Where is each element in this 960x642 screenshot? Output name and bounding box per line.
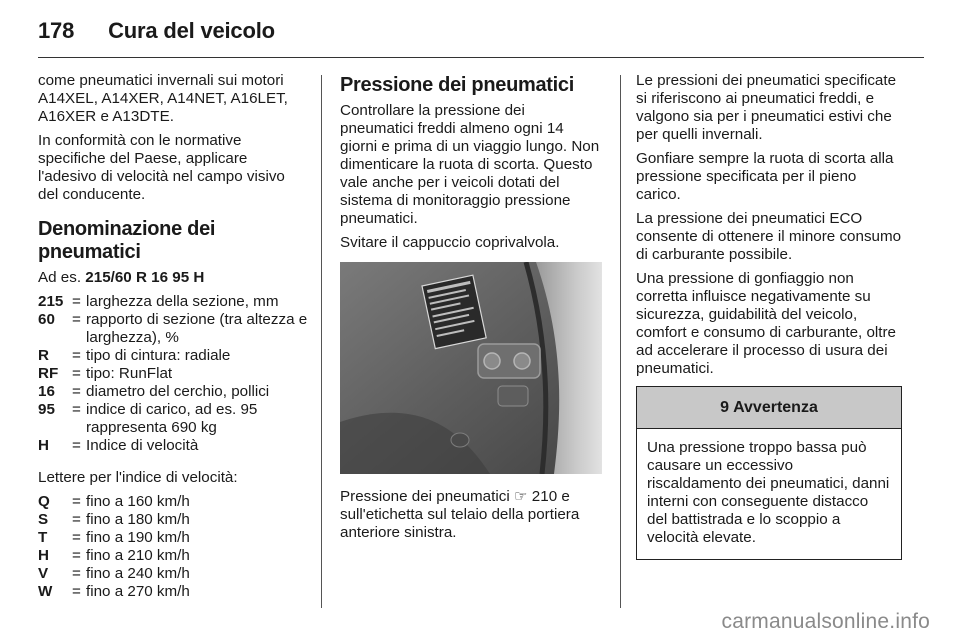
speed-row bbox=[38, 511, 308, 529]
definition-eq: = bbox=[72, 437, 81, 454]
column-separator-1 bbox=[321, 75, 322, 608]
column-separator-2 bbox=[620, 75, 621, 608]
pressure-note-2: Gonfiare sempre la ruota di scorta alla pressione specificata per il pieno carico. bbox=[636, 150, 894, 203]
header-rule bbox=[38, 57, 924, 58]
speed-row bbox=[38, 583, 308, 601]
definition-value: tipo: RunFlat bbox=[86, 365, 173, 382]
photo-caption bbox=[340, 488, 602, 542]
warning-header bbox=[637, 387, 901, 429]
definition-eq: = bbox=[72, 383, 81, 400]
speed-eq: = bbox=[72, 547, 81, 564]
definition-value: larghezza della sezione, mm bbox=[86, 293, 279, 310]
intro-paragraph-2: In conformità con le normative specifiche del Paese, applicare l'adesivo di velocità nel campo visivo del conducente. bbox=[38, 132, 285, 203]
definition-key: 95 bbox=[38, 401, 55, 418]
speed-eq: = bbox=[72, 511, 81, 528]
definition-value: diametro del cerchio, pollici bbox=[86, 383, 270, 400]
speed-index-list bbox=[38, 493, 308, 601]
definition-key: 215 bbox=[38, 293, 64, 310]
definition-value: Indice di velocità bbox=[86, 437, 199, 454]
tire-example bbox=[38, 269, 308, 287]
pressure-note-4: Una pressione di gonfiaggio non corretta influisce negativamente su sicurezza, guidabilità del veicolo, comfort e consumo di carburante, oltre ad accelerare il processo di usura dei pneumatici. bbox=[636, 270, 896, 377]
speed-row bbox=[38, 529, 308, 547]
column-1 bbox=[38, 72, 308, 601]
definition-eq: = bbox=[72, 311, 81, 328]
page-number: 178 bbox=[38, 18, 75, 43]
warning-title: Avvertenza bbox=[733, 398, 818, 416]
pressure-note-1: Le pressioni dei pneumatici specificate si riferiscono ai pneumatici freddi, e valgono sia per i pneumatici estivi che per quelli invernali. bbox=[636, 72, 897, 143]
definition-key: R bbox=[38, 347, 49, 364]
speed-key: W bbox=[38, 583, 53, 600]
caption-prefix: Pressione dei pneumatici bbox=[340, 488, 510, 505]
speed-row bbox=[38, 565, 308, 583]
warning-icon: 9 bbox=[720, 398, 730, 416]
definition-row bbox=[38, 401, 308, 437]
pressure-paragraph-1: Controllare la pressione dei pneumatici freddi almeno ogni 14 giorni e prima di un viaggio lungo. Non dimenticare la ruota di scorta. Questo vale anche per i veicoli dotati del sistema di monitoraggio pressione pneumatici. bbox=[340, 102, 600, 227]
column-2 bbox=[340, 72, 602, 548]
warning-box bbox=[636, 386, 902, 560]
caption-rest: e sull'etichetta sul telaio della portiera anteriore sinistra. bbox=[340, 488, 580, 541]
example-prefix: Ad es. bbox=[38, 269, 82, 286]
warning-text: Una pressione troppo bassa può causare un eccessivo riscaldamento dei pneumatici, danni interni con conseguente distacco del battistrada e lo scoppio a velocità elevate. bbox=[647, 439, 890, 546]
definition-eq: = bbox=[72, 365, 81, 382]
definition-row bbox=[38, 365, 308, 383]
watermark: carmanualsonline.info bbox=[721, 610, 930, 633]
speed-key: Q bbox=[38, 493, 50, 510]
speed-key: V bbox=[38, 565, 49, 582]
speed-value: fino a 210 km/h bbox=[86, 547, 190, 564]
speed-value: fino a 190 km/h bbox=[86, 529, 190, 546]
definition-row bbox=[38, 437, 308, 455]
definition-key: RF bbox=[38, 365, 59, 382]
speed-eq: = bbox=[72, 565, 81, 582]
speed-key: T bbox=[38, 529, 48, 546]
definition-eq: = bbox=[72, 293, 81, 310]
definition-row bbox=[38, 311, 308, 347]
caption-page-ref: 210 bbox=[531, 488, 558, 505]
pressure-paragraph-2: Svitare il cappuccio coprivalvola. bbox=[340, 234, 560, 251]
page-reference-icon: ☞ bbox=[513, 488, 528, 505]
speed-index-intro: Lettere per l'indice di velocità: bbox=[38, 469, 238, 486]
pressure-note-3: La pressione dei pneumatici ECO consente di ottenere il minore consumo di carburante possibile. bbox=[636, 210, 902, 263]
speed-key: S bbox=[38, 511, 49, 528]
speed-eq: = bbox=[72, 529, 81, 546]
speed-value: fino a 240 km/h bbox=[86, 565, 190, 582]
definition-key: 60 bbox=[38, 311, 55, 328]
speed-row bbox=[38, 493, 308, 511]
definition-list bbox=[38, 293, 308, 455]
section-heading-tire-pressure: Pressione dei pneumatici bbox=[340, 74, 574, 96]
definition-value: tipo di cintura: radiale bbox=[86, 347, 231, 364]
definition-eq: = bbox=[72, 347, 81, 364]
definition-value: rapporto di sezione (tra altezza e larghezza), % bbox=[86, 311, 308, 346]
door-pillar-label-photo bbox=[340, 262, 602, 474]
definition-row bbox=[38, 293, 308, 311]
intro-paragraph-1: come pneumatici invernali sui motori A14XEL, A14XER, A14NET, A16LET, A16XER e A13DTE. bbox=[38, 72, 288, 125]
definition-row bbox=[38, 383, 308, 401]
definition-value: indice di carico, ad es. 95 rappresenta 690 kg bbox=[86, 401, 258, 436]
page-header bbox=[38, 18, 275, 48]
section-heading-tire-designation: Denominazione dei pneumatici bbox=[38, 218, 216, 263]
example-code: 215/60 R 16 95 H bbox=[85, 269, 205, 286]
speed-eq: = bbox=[72, 493, 81, 510]
column-3 bbox=[636, 72, 902, 560]
speed-eq: = bbox=[72, 583, 81, 600]
speed-row bbox=[38, 547, 308, 565]
chapter-title: Cura del veicolo bbox=[108, 18, 275, 43]
definition-key: 16 bbox=[38, 383, 55, 400]
definition-key: H bbox=[38, 437, 49, 454]
speed-key: H bbox=[38, 547, 49, 564]
speed-value: fino a 180 km/h bbox=[86, 511, 190, 528]
speed-value: fino a 270 km/h bbox=[86, 583, 190, 600]
definition-row bbox=[38, 347, 308, 365]
door-pillar-illustration bbox=[340, 262, 602, 474]
speed-value: fino a 160 km/h bbox=[86, 493, 190, 510]
definition-eq: = bbox=[72, 401, 81, 418]
